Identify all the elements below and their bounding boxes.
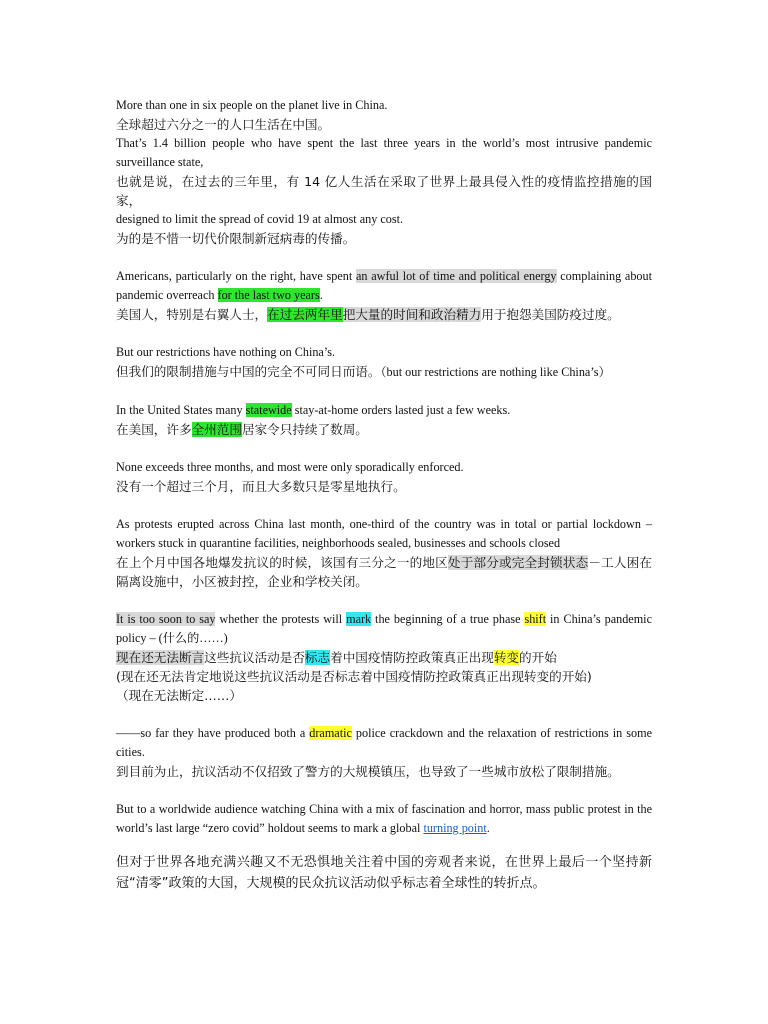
- text-run: whether the protests will: [215, 612, 347, 626]
- highlight-yellow: 转变: [493, 650, 519, 665]
- paragraph-en-11: [116, 800, 652, 838]
- text-run: ——so far they have produced both a: [116, 726, 310, 740]
- highlight-gray: It is too soon to say: [116, 612, 216, 626]
- highlight-yellow: dramatic: [309, 726, 352, 740]
- text-run: 在上个月中国各地爆发抗议的时候，该国有三分之一的地区: [116, 555, 448, 570]
- text-run: police crackdown and the relaxation of restrictions in some cities.: [116, 726, 653, 759]
- paragraph-en-5: But our restrictions have nothing on China’s.: [116, 345, 336, 359]
- highlight-cyan: mark: [346, 612, 372, 626]
- paragraph-zh-8: [116, 553, 652, 591]
- text-run: .: [486, 821, 490, 835]
- highlight-gray: 把大量的时间和政治精力: [342, 307, 482, 322]
- text-run: But to a worldwide audience watching China with a mix of fascination and horror, mass public protest in the world’s last large “zero covid” holdout seems to mark a global: [116, 802, 652, 835]
- highlight-green: 在过去两年里: [267, 307, 343, 322]
- text-run: 在美国，许多: [116, 422, 192, 437]
- paragraph-en-1: More than one in six people on the planet live in China.: [116, 98, 388, 112]
- paragraph-zh-2: 也就是说，在过去的三年里，有 14 亿人生活在采取了世界上最具侵入性的疫情监控措施的国家，: [116, 174, 652, 208]
- text-run: 着中国疫情防控政策真正出现: [330, 650, 494, 665]
- paragraph-zh-4: [116, 305, 652, 324]
- highlight-gray: an awful lot of time and political energy: [356, 269, 557, 283]
- text-run: In the United States many: [116, 403, 246, 417]
- text-run: 美国人，特别是右翼人士，: [116, 307, 268, 322]
- paragraph-en-3: designed to limit the spread of covid 19 at almost any cost.: [116, 212, 404, 226]
- paragraph-zh-3: 为的是不惜一切代价限制新冠病毒的传播。: [116, 231, 356, 246]
- paragraph-en-10: [116, 724, 652, 762]
- text-run: 居家令只持续了数周。: [241, 422, 368, 437]
- paragraph-en-7: None exceeds three months, and most were only sporadically enforced.: [116, 460, 464, 474]
- translator-note: （but our restrictions are nothing like China’s）: [380, 365, 611, 379]
- paragraph-zh-9-alt: (现在还无法肯定地说这些抗议活动是否标志着中国疫情防控政策真正出现转变的开始): [116, 669, 592, 684]
- highlight-yellow: shift: [524, 612, 547, 626]
- paragraph-zh-11: 但对于世界各地充满兴趣又不无恐惧地关注着中国的旁观者来说，在世界上最后一个坚持新冠“清零”政策的大国，大规模的民众抗议活动似乎标志着全球性的转折点。: [116, 855, 652, 891]
- text-run: －工人困在隔离设施中，小区被封控，企业和学校关闭。: [116, 555, 653, 589]
- paragraph-en-8: As protests erupted across China last month, one-third of the country was in total or partial lockdown – workers stuck in quarantine facilities, neighborhoods sealed, businesses and schools closed: [116, 517, 652, 550]
- paragraph-zh-9-alt2: （现在无法断定……）: [116, 688, 242, 703]
- text-run: in China’s pandemic policy – (什么的……): [116, 612, 652, 645]
- text-run: stay-at-home orders lasted just a few weeks.: [291, 403, 511, 417]
- highlight-cyan: 标志: [304, 650, 331, 665]
- text-run: 这些抗议活动是否: [204, 650, 305, 665]
- text-run: 的开始: [519, 650, 557, 665]
- paragraph-zh-10: 到目前为止，抗议活动不仅招致了警方的大规模镇压，也导致了一些城市放松了限制措施。: [116, 764, 620, 779]
- paragraph-en-9: [116, 610, 652, 648]
- text-run: Americans, particularly on the right, have spent: [116, 269, 356, 283]
- paragraph-zh-5: [116, 362, 652, 382]
- paragraph-en-4: [116, 267, 652, 305]
- turning-point-link[interactable]: turning point: [423, 821, 487, 835]
- paragraph-zh-7: 没有一个超过三个月，而且大多数只是零星地执行。: [116, 479, 406, 494]
- paragraph-zh-9: [116, 648, 652, 667]
- highlight-gray: 现在还无法断言: [116, 650, 205, 665]
- highlight-green: statewide: [245, 403, 292, 417]
- text-run: the beginning of a true phase: [371, 612, 525, 626]
- highlight-gray: 处于部分或完全封锁状态: [447, 555, 589, 570]
- text-run: .: [319, 288, 323, 302]
- text-run: complaining about pandemic overreach: [116, 269, 652, 302]
- highlight-green: 全州范围: [191, 422, 242, 437]
- paragraph-en-2: That’s 1.4 billion people who have spent the last three years in the world’s most intrusive pandemic surveillance state,: [116, 136, 652, 169]
- paragraph-zh-6: [116, 420, 652, 439]
- document-page: [116, 96, 652, 894]
- highlight-green: for the last two years: [217, 288, 320, 302]
- paragraph-zh-1: 全球超过六分之一的人口生活在中国。: [116, 117, 331, 132]
- paragraph-en-6: [116, 401, 652, 420]
- text-run: 用于抱怨美国防疫过度。: [481, 307, 620, 322]
- text-run: 但我们的限制措施与中国的完全不可同日而语。: [116, 364, 381, 379]
